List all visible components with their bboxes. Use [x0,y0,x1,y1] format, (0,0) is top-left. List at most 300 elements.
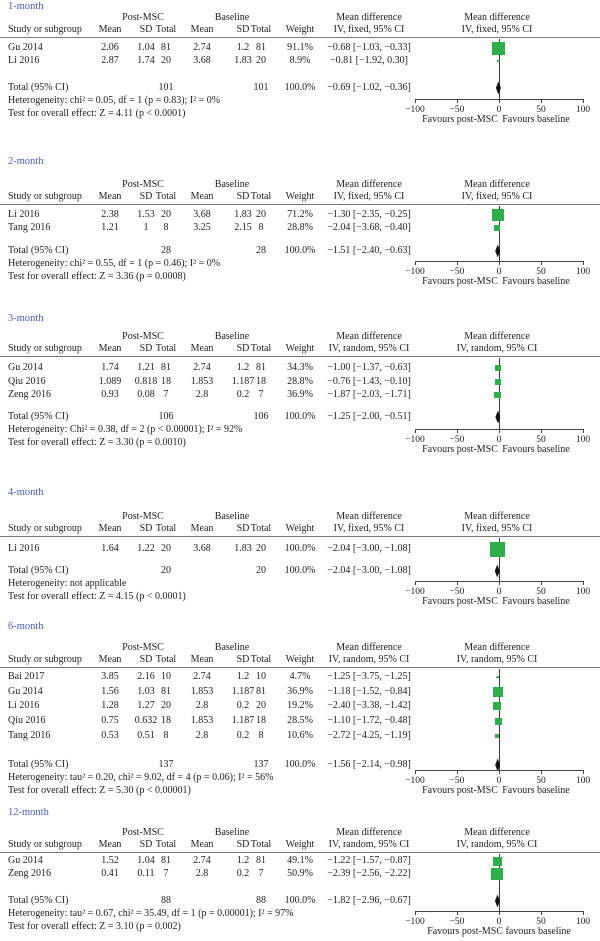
weight-value: 28.5% [287,715,313,726]
weight-value: 28.8% [287,222,313,233]
mean-value: 2.8 [195,868,209,879]
ci-text: −2.39 [−2.56, −2.22] [327,868,411,879]
column-header-mean1: Mean [98,839,122,850]
heterogeneity-text: Heterogeneity: tau² = 0.20, chi² = 9.02, df = 4 (p = 0.06); I² = 56% [8,772,274,783]
favours-label: Favours post-MSC [422,444,498,455]
ci-text: −2.40 [−3.38, −1.42] [327,700,411,711]
mean-value: 3.68 [193,55,211,66]
column-header-sd2: SD [236,343,250,354]
header-rule [0,536,600,537]
mean-value: 1.853 [190,715,214,726]
axis-tick-label: 0 [496,267,502,277]
axis-tick-label: 100 [575,267,591,277]
sd-value: 0.11 [137,868,155,879]
ci-text: −0.76 [−1.43, −0.10] [327,376,411,387]
total-value: 7 [163,868,169,879]
column-header-study: Study or subgroup [8,191,82,202]
ci-text: −1.00 [−1.37, −0.63] [327,362,411,373]
favours-label: Favours post-MSC [422,114,498,125]
weight-value: 100.0% [284,82,316,93]
mean-value: 1.853 [190,376,214,387]
total-value: 81 [256,855,266,866]
ci-text: −0.81 [−1.92, 0.30] [330,55,408,66]
total-value: 20 [161,543,171,554]
plot-effect-header: Mean difference [464,331,530,342]
study-name: Qiu 2016 [8,715,46,726]
axis-tick [457,581,458,585]
weight-value: 36.9% [287,686,313,697]
model-header: IV, random, 95% CI [328,654,410,665]
ci-text: −2.04 [−3.68, −0.40] [327,222,411,233]
study-name: Zeng 2016 [8,389,52,400]
header-rule [0,37,600,38]
sd-value: 1.22 [137,543,155,554]
total-value: 18 [161,376,171,387]
sd-value: 2.16 [137,671,155,682]
group-header-post-msc: Post-MSC [122,331,164,342]
model-header: IV, fixed, 95% CI [333,523,405,534]
effect-header: Mean difference [336,511,402,522]
weight-value: 28.8% [287,376,313,387]
sd-value: 1.187 [231,376,255,387]
study-name: Tang 2016 [8,730,51,741]
ci-text: −2.04 [−3.00, −1.08] [327,565,411,576]
axis-tick-label: −50 [449,435,465,445]
ci-text: −1.87 [−2.03, −1.71] [327,389,411,400]
effect-marker [491,868,503,880]
weight-value: 71.2% [287,209,313,220]
column-header-mean1: Mean [98,191,122,202]
axis-tick [415,261,416,265]
mean-value: 0.41 [101,868,119,879]
plot-model-header: IV, random, 95% CI [456,654,538,665]
sd-value: 0.2 [236,868,250,879]
group-header-post-msc: Post-MSC [122,827,164,838]
total-value: 20 [161,700,171,711]
column-header-total2: Total [250,654,272,665]
sd-value: 1.83 [234,209,252,220]
plot-effect-header: Mean difference [464,827,530,838]
ci-text: −2.04 [−3.00, −1.08] [327,543,411,554]
favours-label: Favours post-MSC favours baseline [427,926,571,937]
total-value: 10 [256,671,266,682]
total-value: 7 [258,868,264,879]
study-name: Tang 2016 [8,222,51,233]
effect-header: Mean difference [336,642,402,653]
ci-text: −1.25 [−2.00, −0.51] [327,411,411,422]
favours-label: Favours baseline [502,114,570,125]
column-header-mean2: Mean [190,191,214,202]
group-header-post-msc: Post-MSC [122,12,164,23]
effect-marker [492,209,504,221]
weight-value: 34.3% [287,362,313,373]
column-header-sd2: SD [236,24,250,35]
axis-tick-label: 100 [575,917,591,927]
mean-value: 2.87 [101,55,119,66]
axis-tick-label: 50 [536,435,546,445]
total-value: 101 [253,82,269,93]
subgroup-label: 3-month [8,313,44,324]
effect-marker [495,734,499,738]
favours-label: Favours baseline [502,785,570,796]
total-value: 137 [253,759,269,770]
sd-value: 0.2 [236,700,250,711]
axis-tick [583,770,584,774]
total-label: Total (95% CI) [8,759,69,770]
column-header-sd1: SD [139,343,153,354]
header-rule [0,667,600,668]
sd-value: 1.53 [137,209,155,220]
column-header-mean2: Mean [190,343,214,354]
total-value: 8 [163,222,169,233]
weight-value: 36.9% [287,389,313,400]
mean-value: 3.68 [193,209,211,220]
mean-value: 2.8 [195,700,209,711]
axis-tick [541,99,542,103]
axis-tick [499,261,500,265]
mean-value: 1.853 [190,686,214,697]
overall-effect-text: Test for overall effect: Z = 3.10 (p = 0.002) [8,921,181,932]
mean-value: 1.089 [98,376,122,387]
ci-text: −1.25 [−3.75, −1.25] [327,671,411,682]
axis-tick-label: −50 [449,917,465,927]
plot-model-header: IV, fixed, 95% CI [461,523,533,534]
weight-value: 4.7% [289,671,311,682]
sd-value: 1.04 [137,855,155,866]
plot-model-header: IV, random, 95% CI [456,839,538,850]
ci-text: −1.22 [−1.57, −0.87] [327,855,411,866]
total-value: 8 [258,222,264,233]
subgroup-label: 4-month [8,487,44,498]
effect-marker [490,542,505,557]
ci-text: −0.69 [−1.02, −0.36] [327,82,411,93]
mean-value: 1.56 [101,686,119,697]
total-value: 20 [161,55,171,66]
overall-effect-text: Test for overall effect: Z = 5.30 (p < 0.00001) [8,785,191,796]
axis-tick [457,911,458,915]
axis-tick [457,429,458,433]
axis-tick-label: 50 [536,105,546,115]
axis-tick [583,99,584,103]
sd-value: 1.83 [234,543,252,554]
axis-tick-label: −100 [405,105,425,115]
column-header-mean2: Mean [190,523,214,534]
ci-text: −1.56 [−2.14, −0.98] [327,759,411,770]
column-header-mean1: Mean [98,24,122,35]
sd-value: 1.2 [236,362,250,373]
axis-tick [541,261,542,265]
total-value: 20 [256,700,266,711]
effect-marker [497,676,500,679]
effect-marker [492,42,505,55]
sd-value: 1 [143,222,149,233]
total-value: 20 [256,565,266,576]
column-header-total1: Total [155,654,177,665]
axis-tick [499,911,500,915]
mean-value: 3.25 [193,222,211,233]
axis-tick [499,429,500,433]
effect-marker [494,225,500,231]
axis-tick-label: 100 [575,435,591,445]
axis-tick [583,911,584,915]
mean-value: 3.85 [101,671,119,682]
favours-label: Favours baseline [502,444,570,455]
subgroup-label: 2-month [8,156,44,167]
weight-value: 8.9% [289,55,311,66]
study-name: Li 2016 [8,55,40,66]
study-name: Li 2016 [8,700,40,711]
mean-value: 1.64 [101,543,119,554]
axis-tick-label: −100 [405,267,425,277]
header-rule [0,356,600,357]
mean-value: 1.74 [101,362,119,373]
column-header-sd1: SD [139,839,153,850]
group-header-baseline: Baseline [214,511,250,522]
effect-marker [495,365,501,371]
mean-value: 2.74 [193,42,211,53]
axis-tick-label: −100 [405,587,425,597]
sd-value: 1.27 [137,700,155,711]
column-header-study: Study or subgroup [8,523,82,534]
column-header-total2: Total [250,839,272,850]
column-header-weight: Weight [285,839,315,850]
heterogeneity-text: Heterogeneity: chi² = 0.05, df = 1 (p = 0.83); I² = 0% [8,95,221,106]
column-header-study: Study or subgroup [8,24,82,35]
axis-tick-label: 100 [575,587,591,597]
column-header-total1: Total [155,523,177,534]
effect-marker [494,392,501,399]
ci-text: −0.68 [−1.03, −0.33] [327,42,411,53]
axis-tick-label: 0 [496,917,502,927]
axis-tick [457,261,458,265]
weight-value: 50.9% [287,868,313,879]
study-name: Gu 2014 [8,362,43,373]
total-value: 81 [161,686,171,697]
sd-value: 0.818 [134,376,158,387]
ci-text: −1.10 [−1.72, −0.48] [327,715,411,726]
group-header-baseline: Baseline [214,642,250,653]
mean-value: 3.68 [193,543,211,554]
column-header-mean2: Mean [190,839,214,850]
column-header-total2: Total [250,523,272,534]
total-value: 101 [158,82,174,93]
weight-value: 100.0% [284,759,316,770]
total-value: 106 [158,411,174,422]
sd-value: 1.74 [137,55,155,66]
total-value: 88 [256,895,266,906]
weight-value: 10.6% [287,730,313,741]
column-header-weight: Weight [285,523,315,534]
weight-value: 100.0% [284,411,316,422]
effect-header: Mean difference [336,179,402,190]
sd-value: 1.83 [234,55,252,66]
overall-effect-text: Test for overall effect: Z = 4.15 (p < 0.0001) [8,591,186,602]
column-header-mean2: Mean [190,654,214,665]
group-header-post-msc: Post-MSC [122,642,164,653]
column-header-total1: Total [155,839,177,850]
plot-effect-header: Mean difference [464,12,530,23]
axis-tick-label: −100 [405,435,425,445]
group-header-baseline: Baseline [214,179,250,190]
total-value: 88 [161,895,171,906]
axis-tick-label: −50 [449,267,465,277]
sd-value: 0.2 [236,730,250,741]
axis-tick-label: −100 [405,776,425,786]
mean-value: 0.93 [101,389,119,400]
heterogeneity-text: Heterogeneity: not applicable [8,578,127,589]
total-value: 8 [258,730,264,741]
axis-tick [415,581,416,585]
column-header-mean1: Mean [98,523,122,534]
sd-value: 1.187 [231,686,255,697]
overall-effect-text: Test for overall effect: Z = 3.36 (p = 0.0008) [8,271,186,282]
axis-tick-label: 50 [536,776,546,786]
overall-effect-text: Test for overall effect: Z = 4.11 (p < 0.0001) [8,108,186,119]
favours-label: Favours post-MSC [422,785,498,796]
favours-label: Favours baseline [502,276,570,287]
axis-tick [499,581,500,585]
group-header-baseline: Baseline [214,331,250,342]
sd-value: 2.15 [234,222,252,233]
model-header: IV, fixed, 95% CI [333,24,405,35]
total-value: 20 [256,543,266,554]
column-header-weight: Weight [285,24,315,35]
column-header-total1: Total [155,24,177,35]
axis-tick-label: 0 [496,105,502,115]
column-header-sd1: SD [139,654,153,665]
total-value: 81 [256,686,266,697]
ci-text: −1.30 [−2.35, −0.25] [327,209,411,220]
subgroup-label: 12-month [8,807,49,818]
column-header-mean1: Mean [98,654,122,665]
weight-value: 91.1% [287,42,313,53]
effect-marker [493,857,502,866]
mean-value: 2.8 [195,389,209,400]
effect-header: Mean difference [336,12,402,23]
total-label: Total (95% CI) [8,411,69,422]
total-value: 81 [161,855,171,866]
column-header-total1: Total [155,191,177,202]
axis-tick [541,770,542,774]
axis-tick [583,581,584,585]
header-rule [0,204,600,205]
axis-tick-label: 50 [536,587,546,597]
plot-effect-header: Mean difference [464,511,530,522]
axis-tick [457,770,458,774]
mean-value: 0.53 [101,730,119,741]
axis-tick [541,581,542,585]
sd-value: 1.187 [231,715,255,726]
effect-header: Mean difference [336,827,402,838]
column-header-mean2: Mean [190,24,214,35]
effect-marker [497,60,500,63]
column-header-sd2: SD [236,839,250,850]
column-header-total2: Total [250,24,272,35]
total-value: 81 [161,42,171,53]
axis-tick-label: −50 [449,776,465,786]
axis-tick [499,770,500,774]
subgroup-label: 6-month [8,621,44,632]
column-header-study: Study or subgroup [8,839,82,850]
total-value: 28 [256,245,266,256]
axis-tick [541,911,542,915]
sd-value: 1.2 [236,671,250,682]
mean-value: 1.52 [101,855,119,866]
axis-tick [415,99,416,103]
axis-tick [541,429,542,433]
group-header-baseline: Baseline [214,12,250,23]
column-header-weight: Weight [285,191,315,202]
total-value: 8 [163,730,169,741]
column-header-sd1: SD [139,523,153,534]
total-value: 10 [161,671,171,682]
sd-value: 1.04 [137,42,155,53]
pooled-diamond [496,82,501,95]
column-header-weight: Weight [285,343,315,354]
weight-value: 49.1% [287,855,313,866]
effect-marker [495,379,501,385]
axis-tick-label: 0 [496,587,502,597]
column-header-sd2: SD [236,523,250,534]
study-name: Li 2016 [8,209,40,220]
effect-marker [495,718,502,725]
plot-model-header: IV, random, 95% CI [456,343,538,354]
sd-value: 0.51 [137,730,155,741]
overall-effect-text: Test for overall effect: Z = 3.30 (p = 0.0010) [8,437,186,448]
model-header: IV, random, 95% CI [328,839,410,850]
column-header-mean1: Mean [98,343,122,354]
group-header-baseline: Baseline [214,827,250,838]
ci-text: −1.82 [−2.96, −0.67] [327,895,411,906]
total-value: 18 [256,715,266,726]
weight-value: 100.0% [284,565,316,576]
total-value: 81 [161,362,171,373]
ci-text: −1.51 [−2.40, −0.63] [327,245,411,256]
mean-value: 2.74 [193,362,211,373]
study-name: Gu 2014 [8,686,43,697]
axis-tick-label: 100 [575,776,591,786]
axis-tick-label: −50 [449,105,465,115]
axis-tick [499,99,500,103]
ci-text: −1.18 [−1.52, −0.84] [327,686,411,697]
heterogeneity-text: Heterogeneity: Chi² = 0.38, df = 2 (p < 0.00001); I² = 92% [8,424,243,435]
column-header-sd1: SD [139,191,153,202]
total-value: 7 [163,389,169,400]
total-value: 20 [161,209,171,220]
weight-value: 100.0% [284,895,316,906]
total-value: 81 [256,42,266,53]
mean-value: 1.21 [101,222,119,233]
column-header-sd1: SD [139,24,153,35]
sd-value: 1.21 [137,362,155,373]
group-header-post-msc: Post-MSC [122,179,164,190]
weight-value: 100.0% [284,543,316,554]
sd-value: 1.2 [236,855,250,866]
total-label: Total (95% CI) [8,565,69,576]
column-header-total1: Total [155,343,177,354]
total-value: 7 [258,389,264,400]
favours-label: Favours post-MSC [422,596,498,607]
total-value: 18 [256,376,266,387]
axis-tick [415,911,416,915]
axis-tick [415,770,416,774]
study-name: Gu 2014 [8,855,43,866]
mean-value: 1.28 [101,700,119,711]
axis-tick [583,429,584,433]
header-rule [0,852,600,853]
axis-tick-label: 0 [496,776,502,786]
column-header-weight: Weight [285,654,315,665]
